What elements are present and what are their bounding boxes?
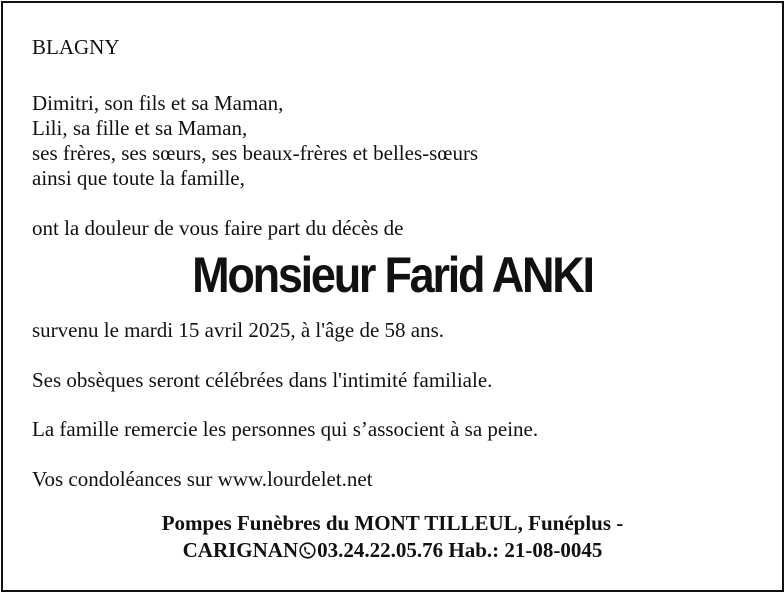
funeral-home-contact xyxy=(3,537,782,563)
funeral-home-city: CARIGNAN xyxy=(182,538,299,562)
location-heading: BLAGNY xyxy=(32,35,120,59)
funeral-home-name: Pompes Funèbres du MONT TILLEUL, Funéplus - xyxy=(161,511,624,535)
family-line-4: ainsi que toute la famille, xyxy=(32,166,245,190)
phone-number: 03.24.22.05.76 xyxy=(317,538,444,562)
thanks-note: La famille remercie les personnes qui s’associent à sa peine. xyxy=(32,417,539,441)
condolences-note: Vos condoléances sur www.lourdelet.net xyxy=(32,467,373,491)
obituary-notice xyxy=(1,1,784,592)
announcement-intro: ont la douleur de vous faire part du décès de xyxy=(32,216,404,240)
funeral-note: Ses obsèques seront célébrées dans l'intimité familiale. xyxy=(32,368,493,392)
phone-icon xyxy=(299,539,316,556)
family-line-2: Lili, sa fille et sa Maman, xyxy=(32,116,248,140)
death-details: survenu le mardi 15 avril 2025, à l'âge de 58 ans. xyxy=(32,318,445,342)
family-line-3: ses frères, ses sœurs, ses beaux-frères et belles-sœurs xyxy=(32,141,479,165)
family-line-1: Dimitri, son fils et sa Maman, xyxy=(32,91,284,115)
license-number: Hab.: 21-08-0045 xyxy=(448,538,603,562)
deceased-name: Monsieur Farid ANKI xyxy=(192,247,593,303)
